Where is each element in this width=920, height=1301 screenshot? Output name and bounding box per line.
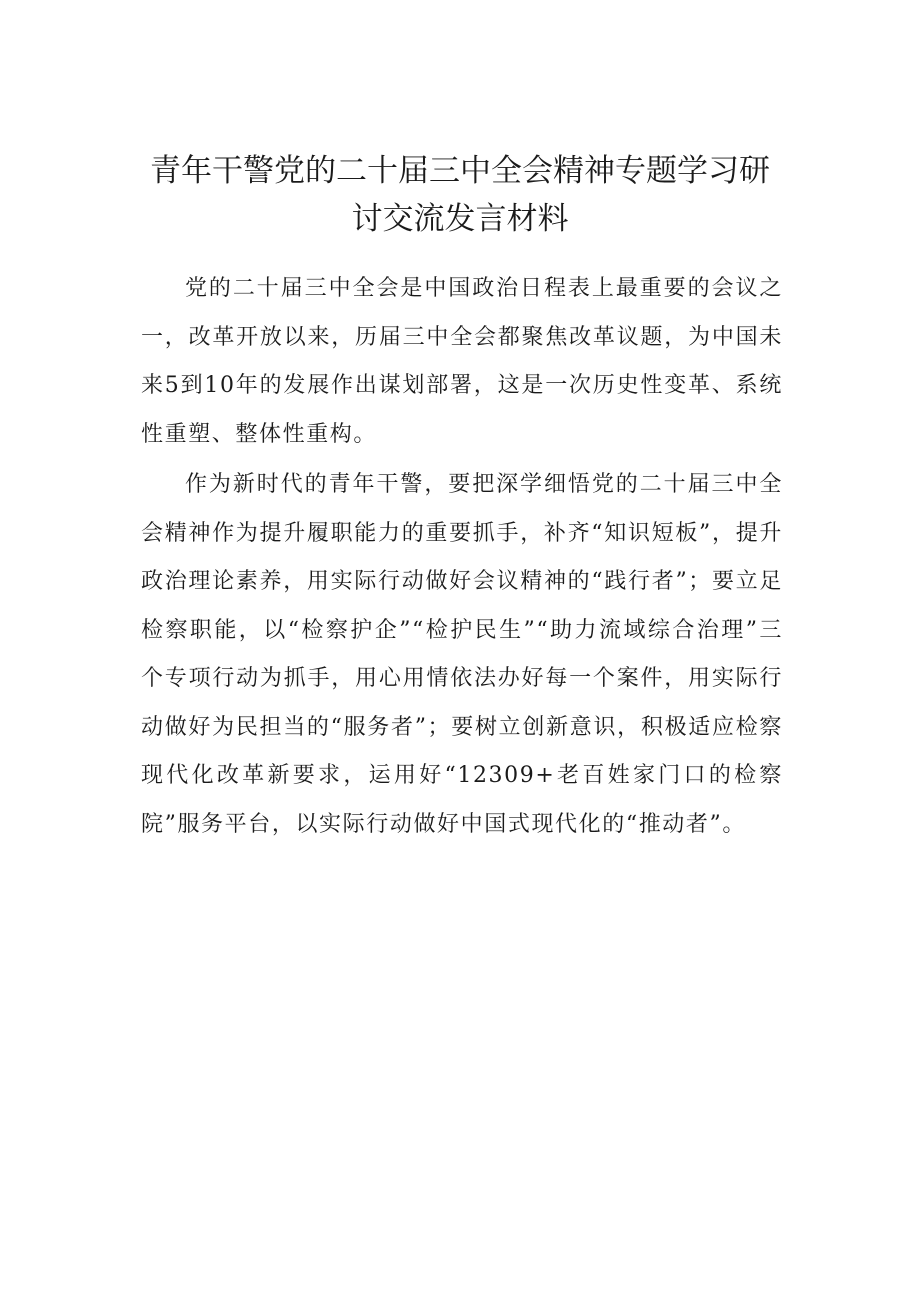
- document-title: [140, 147, 780, 243]
- paragraph-2: 作为新时代的青年干警，要把深学细悟党的二十届三中全会精神作为提升履职能力的重要抓手，补齐“知识短板”，提升政治理论素养，用实际行动做好会议精神的“践行者”；要立足检察职能，以“检察护企”“检护民生”“助力流域综合治理”三个专项行动为抓手，用心用情依法办好每一个案件，用实际行动做好为民担当的“服务者”；要树立创新意识，积极适应检察现代化改革新要求，运用好“12309+老百姓家门口的检察院”服务平台，以实际行动做好中国式现代化的“推动者”。: [141, 472, 783, 837]
- document-body: [141, 265, 783, 851]
- title-line-1: 青年干警党的二十届三中全会精神专题学习研: [150, 153, 770, 189]
- paragraph-1: 党的二十届三中全会是中国政治日程表上最重要的会议之一，改革开放以来，历届三中全会都聚焦改革议题，为中国未来5到10年的发展作出谋划部署，这是一次历史性变革、系统性重塑、整体性重构。: [141, 276, 783, 447]
- title-line-2: 讨交流发言材料: [351, 201, 569, 237]
